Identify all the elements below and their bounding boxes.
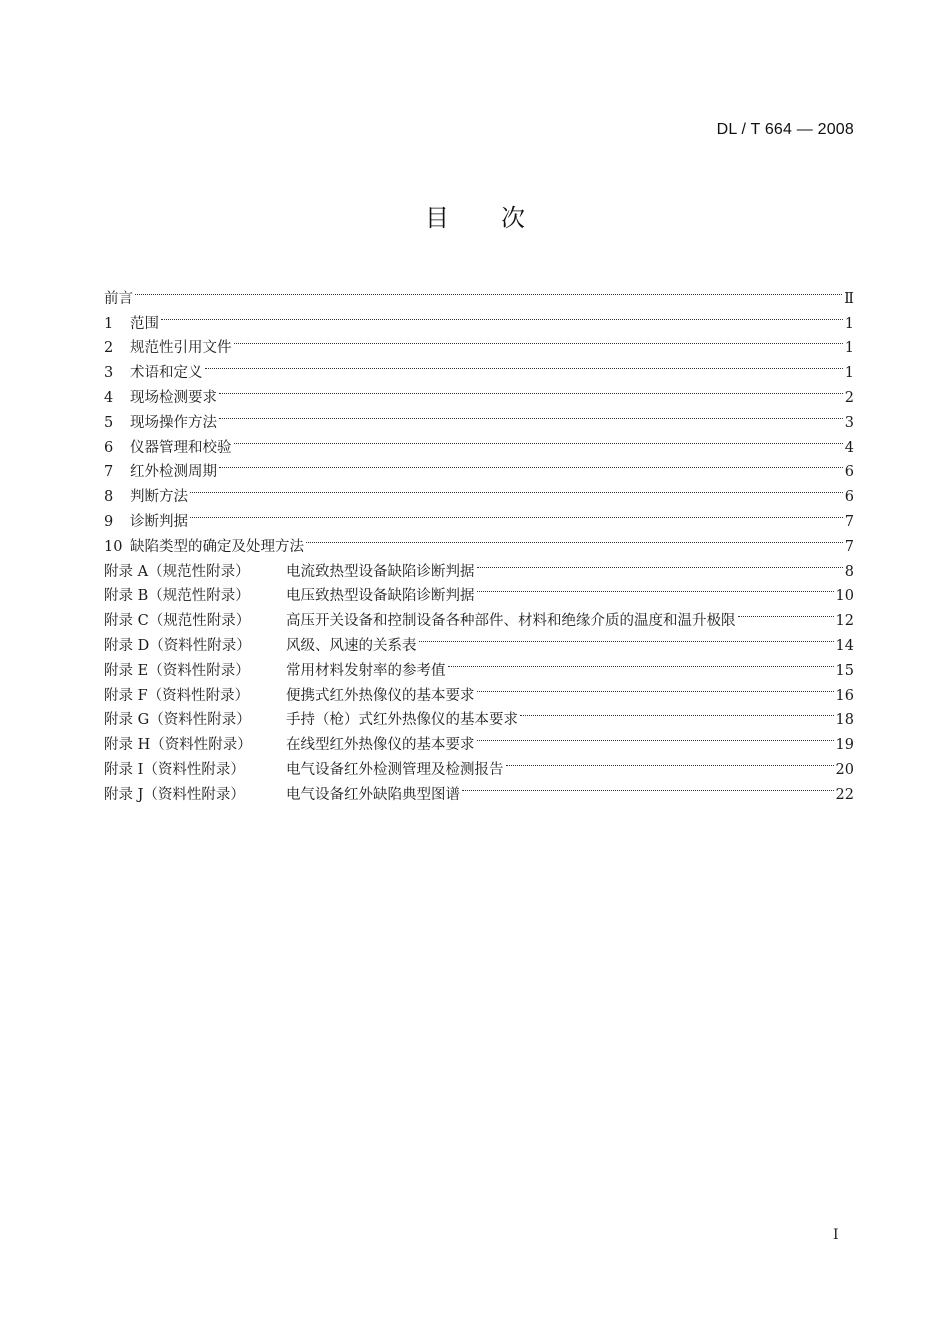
toc-entry-title: 术语和定义 <box>130 365 203 382</box>
dot-leader <box>506 749 834 774</box>
toc-entry[interactable] <box>104 278 854 307</box>
toc-entry-title: 范围 <box>130 315 159 332</box>
dot-leader <box>135 278 842 303</box>
toc-entry-title: 常用材料发射率的参考值 <box>286 662 446 679</box>
toc-page-number: Ⅱ <box>844 290 854 307</box>
toc-page-number: 10 <box>835 588 854 605</box>
toc-section-number: 9 <box>104 513 114 530</box>
toc-entry-title: 风级、风速的关系表 <box>286 637 417 654</box>
toc-entry-title: 电压致热型设备缺陷诊断判据 <box>286 588 475 605</box>
toc-page-number: 2 <box>844 389 854 406</box>
toc-entry-title: 现场操作方法 <box>130 414 217 431</box>
toc-page-number: 8 <box>844 563 854 580</box>
dot-leader <box>477 724 834 749</box>
toc-page-number: 20 <box>835 761 854 778</box>
toc-appendix-number: 附录 I（资料性附录） <box>104 761 245 778</box>
dot-leader <box>419 625 834 650</box>
toc-entry[interactable] <box>104 328 854 357</box>
dot-leader <box>520 700 834 725</box>
toc-page-number: 22 <box>835 786 854 803</box>
toc-section-number: 2 <box>104 340 114 357</box>
page-title: 目次 <box>425 204 577 232</box>
dot-leader <box>190 476 843 501</box>
toc-entry-title: 仪器管理和校验 <box>130 439 232 456</box>
toc-page-number: 19 <box>835 737 854 754</box>
toc-appendix-number: 附录 G（资料性附录） <box>104 712 251 729</box>
toc-appendix-number: 附录 C（规范性附录） <box>104 613 251 630</box>
document-code: DL / T 664 — 2008 <box>716 121 854 138</box>
dot-leader <box>306 526 843 551</box>
toc-appendix-number: 附录 J（资料性附录） <box>104 786 245 803</box>
toc-page-number: 1 <box>844 340 854 357</box>
toc-page-number: 7 <box>844 513 854 530</box>
toc-entry[interactable] <box>104 476 854 506</box>
toc-entry[interactable] <box>104 526 854 555</box>
toc-page-number: 4 <box>844 439 854 456</box>
toc-page-number: 14 <box>835 637 854 654</box>
toc-section-number: 8 <box>104 489 114 506</box>
dot-leader <box>161 303 843 328</box>
toc-page-number: 6 <box>844 464 854 481</box>
toc-section-number: 3 <box>104 365 114 382</box>
toc-page-number: 1 <box>844 315 854 332</box>
toc-entry-title: 电气设备红外缺陷典型图谱 <box>286 786 460 803</box>
dot-leader <box>234 427 843 452</box>
toc-page-number: 6 <box>844 489 854 506</box>
toc-entry-title: 缺陷类型的确定及处理方法 <box>130 538 304 555</box>
toc-entry-title: 前言 <box>104 290 133 307</box>
dot-leader <box>477 551 843 576</box>
toc-page-number: 7 <box>844 538 854 555</box>
toc-page-number: 12 <box>835 613 854 630</box>
toc-section-number: 1 <box>104 315 114 332</box>
toc-entry-title: 红外检测周期 <box>130 464 217 481</box>
toc-entry-title: 判断方法 <box>130 489 188 506</box>
toc-section-number: 5 <box>104 414 114 431</box>
toc-appendix-number: 附录 E（资料性附录） <box>104 662 250 679</box>
toc-entry[interactable] <box>104 352 854 382</box>
toc-section-number: 6 <box>104 439 114 456</box>
dot-leader <box>448 650 834 675</box>
toc-appendix-number: 附录 F（资料性附录） <box>104 687 250 704</box>
toc-page-number: 16 <box>835 687 854 704</box>
toc-section-number: 7 <box>104 464 114 481</box>
dot-leader <box>462 774 834 799</box>
toc-entry-title: 高压开关设备和控制设备各种部件、材料和绝缘介质的温度和温升极限 <box>286 613 736 630</box>
toc-appendix-number: 附录 A（规范性附录） <box>104 563 250 580</box>
toc-entry-title: 现场检测要求 <box>130 389 217 406</box>
toc-entry-title: 电气设备红外检测管理及检测报告 <box>286 761 504 778</box>
dot-leader <box>477 675 834 700</box>
dot-leader <box>205 352 843 377</box>
dot-leader <box>234 328 843 353</box>
toc-entry-title: 在线型红外热像仪的基本要求 <box>286 737 475 754</box>
dot-leader <box>219 452 843 477</box>
toc-appendix-number: 附录 B（规范性附录） <box>104 588 250 605</box>
page-number: I <box>833 1227 839 1243</box>
toc-page-number: 18 <box>835 712 854 729</box>
toc-entry[interactable] <box>104 377 854 406</box>
toc-page-number: 1 <box>844 365 854 382</box>
table-of-contents <box>104 278 854 803</box>
toc-entry-title: 电流致热型设备缺陷诊断判据 <box>286 563 475 580</box>
toc-section-number: 10 <box>104 538 123 555</box>
toc-entry-title: 规范性引用文件 <box>130 340 232 357</box>
toc-section-number: 4 <box>104 389 114 406</box>
toc-entry[interactable] <box>104 303 854 332</box>
dot-leader <box>738 600 834 625</box>
dot-leader <box>219 377 843 402</box>
toc-page-number: 15 <box>835 662 854 679</box>
dot-leader <box>477 576 834 601</box>
dot-leader <box>190 501 843 526</box>
dot-leader <box>219 402 843 427</box>
toc-entry-title: 便携式红外热像仪的基本要求 <box>286 687 475 704</box>
toc-entry[interactable] <box>104 501 854 530</box>
toc-appendix-number: 附录 D（资料性附录） <box>104 637 251 654</box>
toc-entry-title: 手持（枪）式红外热像仪的基本要求 <box>286 712 518 729</box>
toc-page-number: 3 <box>844 414 854 431</box>
toc-appendix-number: 附录 H（资料性附录） <box>104 737 252 754</box>
toc-entry-title: 诊断判据 <box>130 513 188 530</box>
